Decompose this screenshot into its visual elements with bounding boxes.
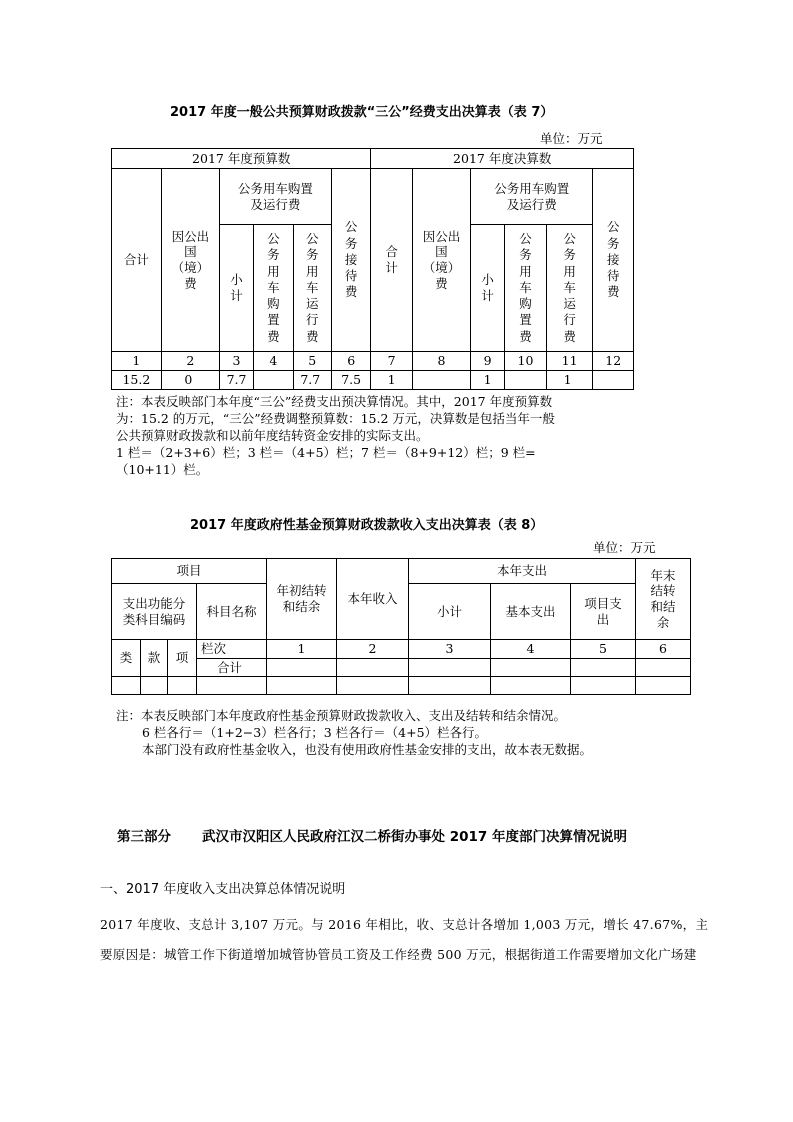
note-line: 1 栏＝（2+3+6）栏；3 栏＝（4+5）栏；7 栏＝（8+9+12）栏；9 栏= — [116, 445, 536, 460]
t7-colnum: 12 — [593, 352, 634, 371]
t8-colnum: 4 — [491, 640, 571, 659]
t7-colnum: 3 — [219, 352, 253, 371]
t8-col-xiang: 项 — [168, 640, 197, 677]
table7 — [111, 148, 634, 390]
t8-cell — [141, 677, 168, 695]
note-line: 6 栏各行＝（1+2−3）栏各行；3 栏各行＝（4+5）栏各行。 — [142, 725, 488, 740]
t7-final-group-header: 2017 年度决算数 — [371, 149, 634, 169]
t8-cell — [197, 677, 267, 695]
t8-cell — [267, 659, 337, 677]
t8-cell — [168, 677, 197, 695]
t8-cell — [409, 677, 491, 695]
t8-colnum: 5 — [571, 640, 636, 659]
t8-colnum: 1 — [267, 640, 337, 659]
t8-cell — [636, 677, 691, 695]
t7-colnum: 11 — [546, 352, 593, 371]
t8-cell — [571, 677, 636, 695]
t8-cell — [409, 659, 491, 677]
t7-cell — [593, 371, 634, 390]
t8-col-item: 项目 — [112, 559, 267, 584]
t8-col-begin: 年初结转和结余 — [267, 559, 337, 640]
t8-col-func-code: 支出功能分类科目编码 — [112, 584, 197, 640]
t7-col-subtotal: 小计 — [219, 225, 253, 352]
table7-unit: 单位：万元 — [540, 131, 603, 146]
t8-cell — [112, 677, 141, 695]
t7-colnum: 8 — [412, 352, 470, 371]
t8-col-basic: 基本支出 — [491, 584, 571, 640]
t7-col-purchase-final: 公务用车购置费 — [505, 225, 547, 352]
t8-colnum: 6 — [636, 640, 691, 659]
t8-col-expense: 本年支出 — [409, 559, 636, 584]
t7-colnum: 6 — [331, 352, 370, 371]
t7-cell: 1 — [471, 371, 505, 390]
t7-budget-group-header: 2017 年度预算数 — [112, 149, 371, 169]
t7-cell — [412, 371, 470, 390]
t8-col-kuan: 款 — [141, 640, 168, 677]
t7-data-row — [112, 371, 634, 390]
table8-unit: 单位：万元 — [593, 540, 656, 555]
t7-col-operation: 公务用车运行费 — [293, 225, 331, 352]
t7-colnum: 1 — [112, 352, 162, 371]
t8-col-lei: 类 — [112, 640, 141, 677]
note-line: 注：本表反映部门本年度“三公”经费支出预决算情况。其中，2017 年度预算数 — [116, 394, 553, 409]
t7-col-total-final: 合计 — [371, 169, 413, 352]
t7-col-abroad-final: 因公出国（境）费 — [412, 169, 470, 352]
note-line: 本部门没有政府性基金收入，也没有使用政府性基金安排的支出，故本表无数据。 — [142, 742, 593, 757]
t7-colnum: 9 — [471, 352, 505, 371]
t7-col-vehicle-final: 公务用车购置及运行费 — [471, 169, 593, 225]
t7-col-purchase: 公务用车购置费 — [254, 225, 293, 352]
note-line: 为：15.2 的万元，“三公”经费调整预算数：15.2 万元，决算数是包括当年一般 — [116, 411, 555, 426]
table8 — [111, 558, 691, 695]
t8-col-lanci: 栏次 — [197, 640, 267, 659]
table8-title: 2017 年度政府性基金预算财政拨款收入支出决算表（表 8） — [190, 518, 544, 533]
t7-colnum: 10 — [505, 352, 547, 371]
t8-cell — [267, 677, 337, 695]
t8-cell — [491, 677, 571, 695]
t7-colnum: 5 — [293, 352, 331, 371]
t7-colnum: 7 — [371, 352, 413, 371]
t8-cell — [571, 659, 636, 677]
t7-col-abroad: 因公出国（境）费 — [161, 169, 219, 352]
table8-notes — [116, 707, 592, 758]
t8-cell — [636, 659, 691, 677]
t7-col-operation-final: 公务用车运行费 — [546, 225, 593, 352]
note-line: （10+11）栏。 — [116, 462, 209, 477]
t7-cell — [505, 371, 547, 390]
t8-colnum: 3 — [409, 640, 491, 659]
t7-cell: 1 — [546, 371, 593, 390]
t7-cell: 0 — [161, 371, 219, 390]
t7-col-total: 合计 — [112, 169, 162, 352]
t7-col-subtotal-final: 小计 — [471, 225, 505, 352]
t8-cell — [491, 659, 571, 677]
part3-title: 武汉市汉阳区人民政府江汉二桥街办事处 2017 年度部门决算情况说明 — [202, 829, 627, 845]
t8-cell — [337, 677, 409, 695]
t7-col-reception-final: 公务接待费 — [593, 169, 634, 352]
t7-col-vehicle: 公务用车购置及运行费 — [219, 169, 331, 225]
t8-col-income: 本年收入 — [337, 559, 409, 640]
t7-column-number-row — [112, 352, 634, 371]
t7-cell: 1 — [371, 371, 413, 390]
t8-col-subtotal: 小计 — [409, 584, 491, 640]
t7-colnum: 2 — [161, 352, 219, 371]
t7-col-reception: 公务接待费 — [331, 169, 370, 352]
t7-cell: 7.7 — [219, 371, 253, 390]
part3-label: 第三部分 — [117, 829, 171, 845]
t7-colnum: 4 — [254, 352, 293, 371]
table7-title: 2017 年度一般公共预算财政拨款“三公”经费支出决算表（表 7） — [170, 105, 554, 120]
table7-notes — [116, 393, 555, 478]
t8-col-subject: 科目名称 — [197, 584, 267, 640]
t7-cell: 7.5 — [331, 371, 370, 390]
t7-cell — [254, 371, 293, 390]
note-line: 公共预算财政拨款和以前年度结转资金安排的实际支出。 — [116, 428, 429, 443]
t8-col-end: 年末结转和结余 — [636, 559, 691, 640]
t8-colnum: 2 — [337, 640, 409, 659]
t7-cell: 7.7 — [293, 371, 331, 390]
section1-heading: 一、2017 年度收入支出决算总体情况说明 — [100, 882, 346, 897]
t8-cell — [337, 659, 409, 677]
t7-cell: 15.2 — [112, 371, 162, 390]
note-line: 注：本表反映部门本年度政府性基金预算财政拨款收入、支出及结转和结余情况。 — [116, 708, 567, 723]
t8-col-project: 项目支出 — [571, 584, 636, 640]
section1-para-line1: 2017 年度收、支总计 3,107 万元。与 2016 年相比，收、支总计各增加 1,003 万元，增长 47.67%，主 — [100, 917, 709, 932]
section1-para-line2: 要原因是：城管工作下街道增加城管协管员工资及工作经费 500 万元，根据街道工作需要增加文化广场建 — [100, 947, 697, 962]
t8-row-total: 合计 — [197, 659, 267, 677]
